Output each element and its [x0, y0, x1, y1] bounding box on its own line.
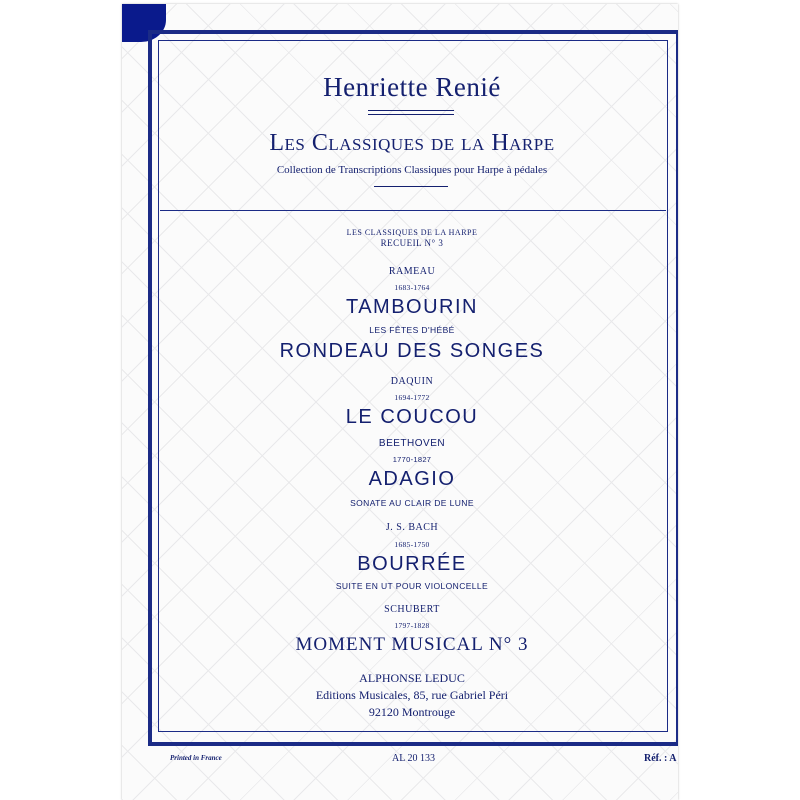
publisher-name: ALPHONSE LEDUC — [359, 671, 465, 685]
author-rule — [368, 110, 454, 111]
composer-name: DAQUIN — [390, 376, 434, 387]
collection-volume: RECUEIL N° 3 — [380, 238, 444, 248]
subtitle-rule — [374, 186, 448, 187]
series-subtitle: Collection de Transcriptions Classiques pour Harpe à pédales — [276, 164, 548, 176]
piece-title: ADAGIO — [368, 468, 456, 490]
composer-dates: 1770-1827 — [392, 455, 432, 464]
piece-title: LE COUCOU — [345, 406, 479, 428]
piece-title: TAMBOURIN — [345, 296, 478, 318]
piece-source: SUITE EN UT POUR VIOLONCELLE — [335, 581, 489, 591]
composer-name: RAMEAU — [388, 266, 436, 277]
reference-label: Réf. : A — [644, 753, 677, 764]
author-rule-2 — [368, 114, 454, 115]
author-name: Henriette Renié — [323, 72, 501, 102]
composer-name: SCHUBERT — [384, 604, 440, 615]
composer-name: BEETHOVEN — [378, 438, 446, 449]
header-divider — [160, 210, 666, 211]
piece-title: RONDEAU DES SONGES — [279, 340, 545, 362]
publisher-city: 92120 Montrouge — [368, 705, 456, 719]
publisher-address: Editions Musicales, 85, rue Gabriel Péri — [315, 688, 509, 702]
piece-title: MOMENT MUSICAL N° 3 — [295, 634, 529, 655]
piece-title: BOURRÉE — [357, 553, 467, 575]
composer-dates: 1797-1828 — [394, 621, 430, 630]
collection-name: LES CLASSIQUES DE LA HARPE — [346, 228, 478, 237]
composer-dates: 1685-1750 — [394, 540, 430, 549]
piece-source: SONATE AU CLAIR DE LUNE — [350, 498, 474, 508]
printed-in-label: Printed in France — [170, 754, 222, 762]
composer-name: J. S. BACH — [385, 522, 439, 533]
piece-source: LES FÊTES D'HÉBÉ — [369, 325, 455, 335]
catalog-number: AL 20 133 — [392, 753, 435, 764]
composer-dates: 1694-1772 — [394, 393, 430, 402]
composer-dates: 1683-1764 — [394, 283, 430, 292]
series-title: Les Classiques de la Harpe — [269, 130, 555, 156]
